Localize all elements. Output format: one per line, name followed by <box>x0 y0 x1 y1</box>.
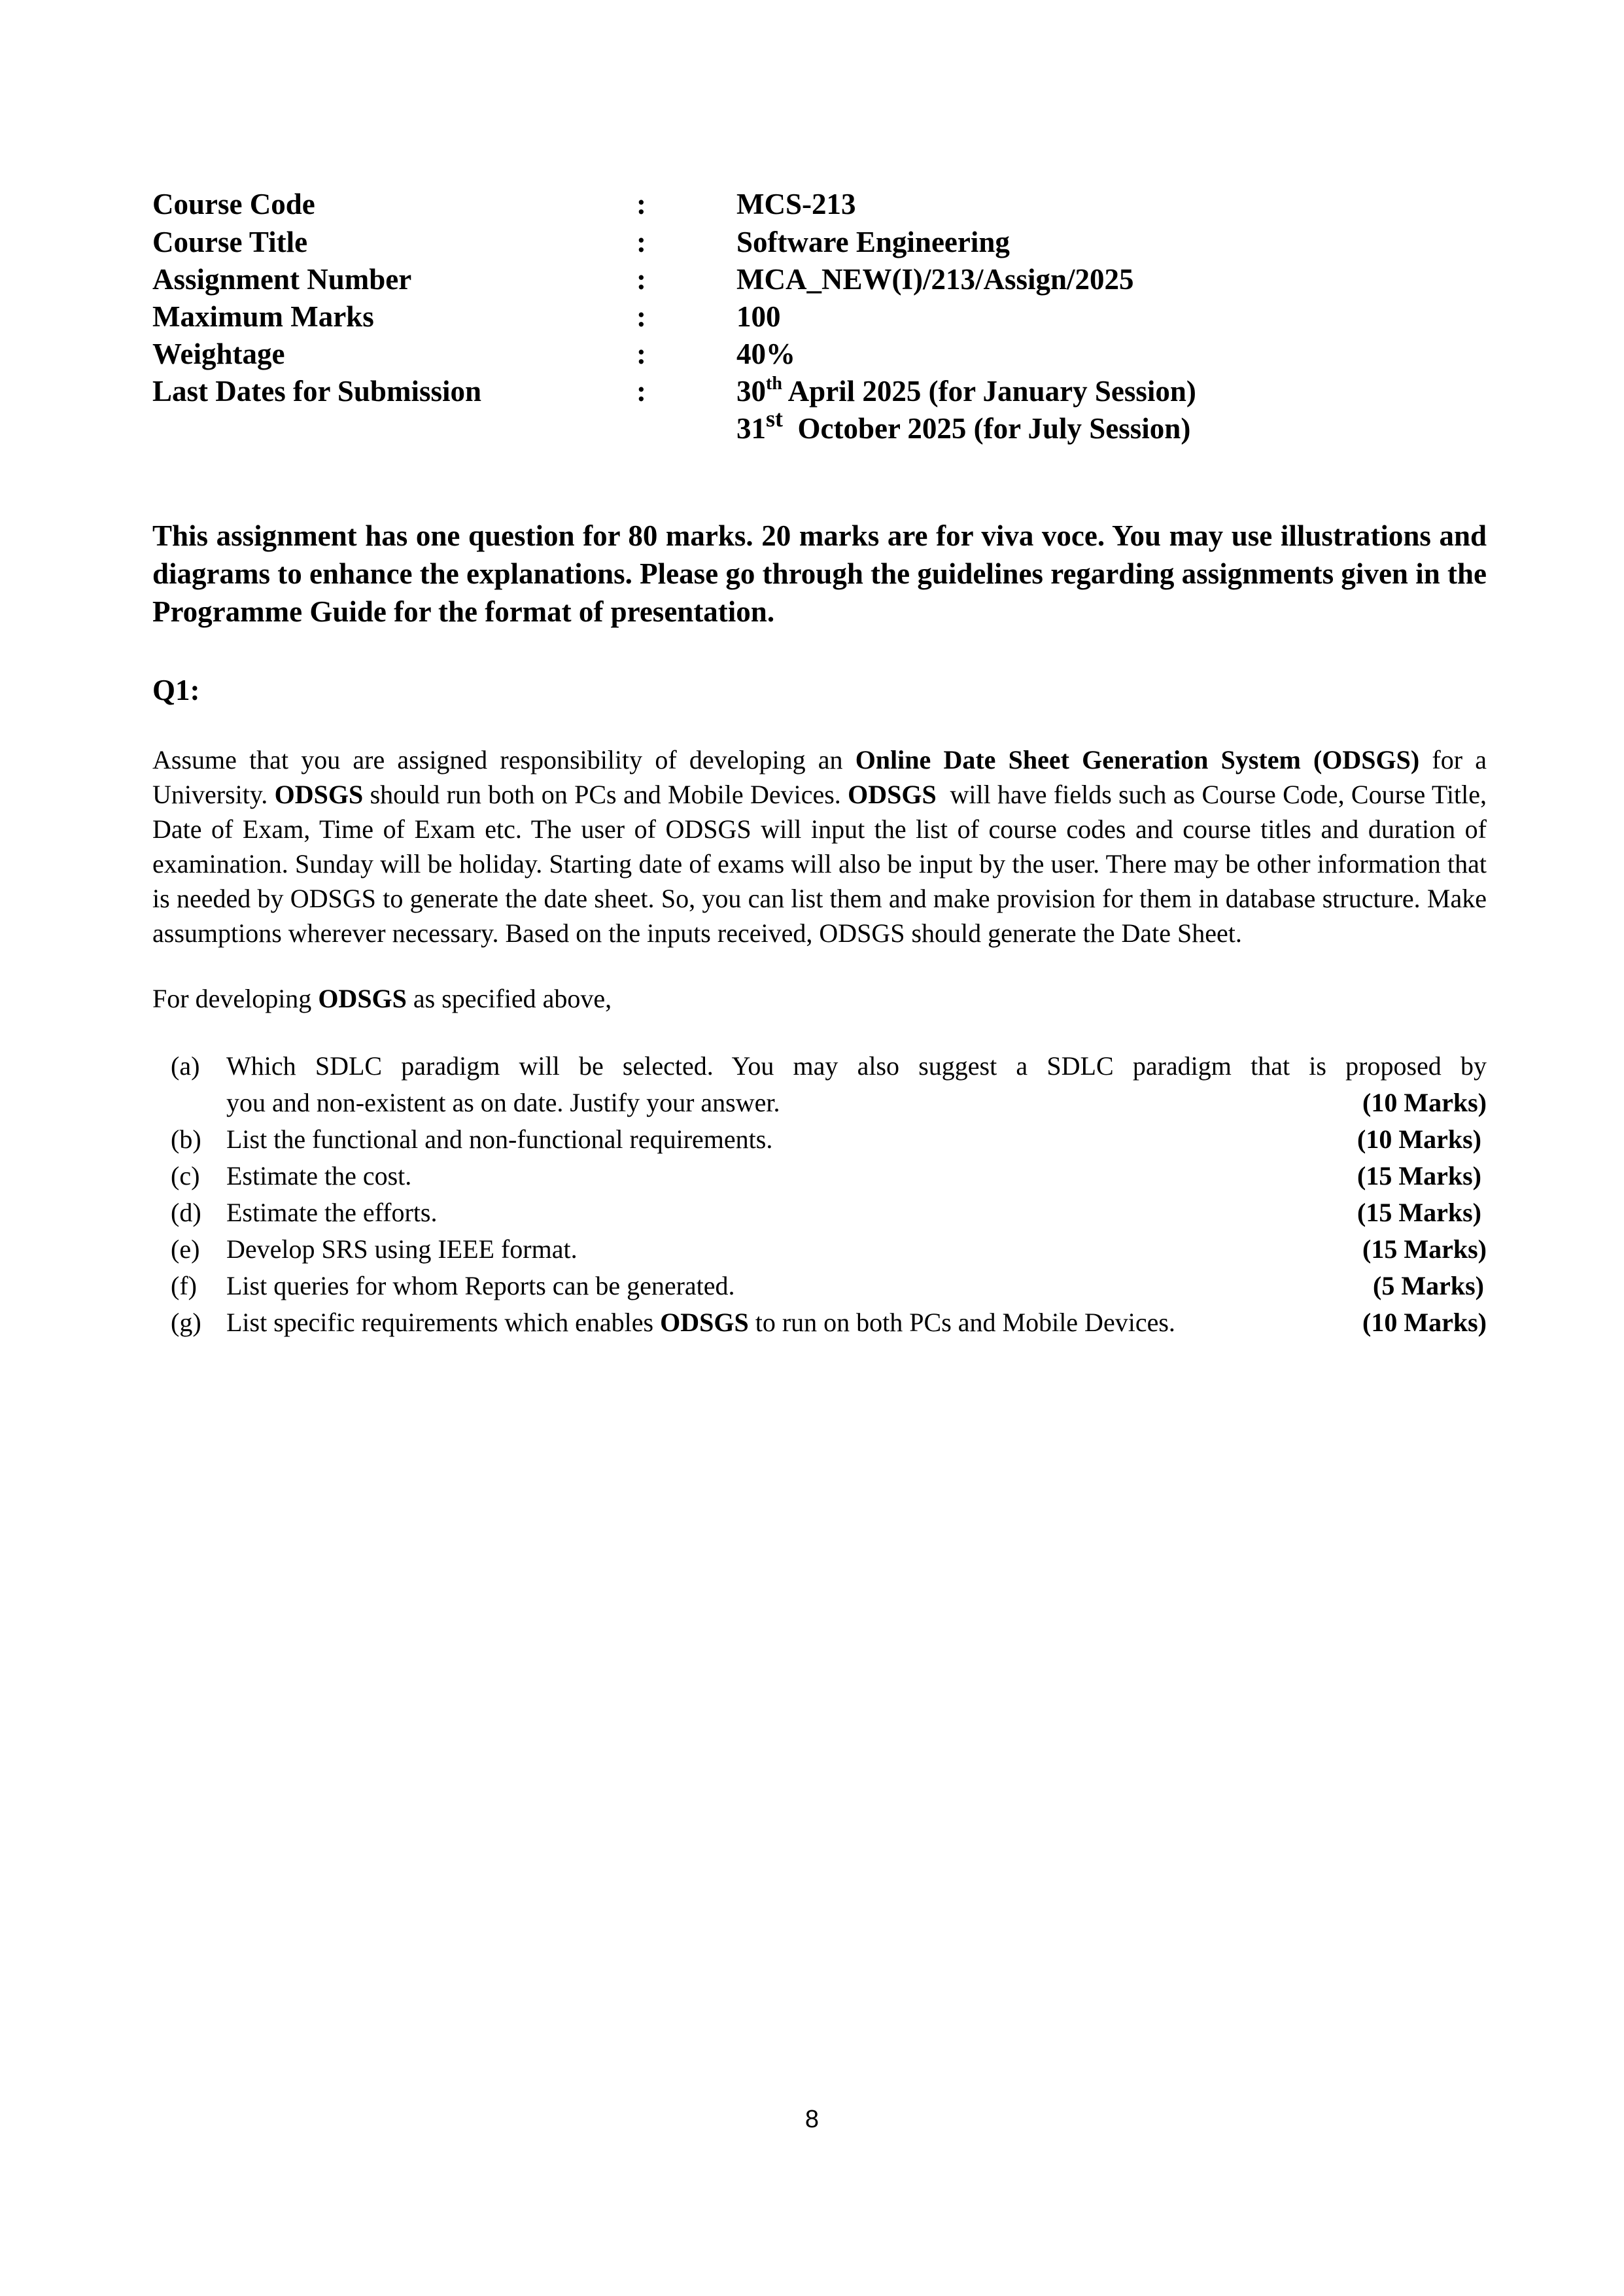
page-number: 8 <box>804 2106 820 2133</box>
part-marks: (15 Marks) <box>1357 1161 1481 1191</box>
info-colon: : <box>636 263 646 296</box>
info-colon: : <box>636 300 646 333</box>
closing-text: as specified above, <box>406 984 612 1013</box>
assignment-intro: This assignment has one question for 80 marks. 20 marks are for viva voce. You may use illustrations and diagrams to enhance the explanations. Please go through the guidelines regarding assignments given in the Programme Guide for the format of presentation. <box>152 519 1487 628</box>
jul-day: 31 <box>736 412 766 445</box>
info-value: MCS-213 <box>736 188 856 220</box>
jul-suffix: st <box>766 406 783 432</box>
part-marks: (15 Marks) <box>1362 1234 1487 1264</box>
question-part-b <box>152 1121 1487 1158</box>
submission-january <box>736 372 1196 410</box>
question-body <box>152 742 1493 950</box>
part-letter: (g) <box>171 1308 201 1337</box>
info-row-course-code <box>152 185 1487 223</box>
part-text: List the functional and non-functional requirements. <box>226 1124 773 1154</box>
question-part-f <box>152 1268 1487 1304</box>
jan-suffix: th <box>766 374 782 394</box>
question-part-c <box>152 1158 1487 1194</box>
question-text: for a University. <box>152 745 1487 809</box>
system-acronym: ODSGS <box>274 780 364 809</box>
system-acronym: ODSGS <box>318 984 407 1013</box>
info-colon: : <box>636 188 646 220</box>
jan-day: 30 <box>736 375 766 408</box>
part-text: Develop SRS using IEEE format. <box>226 1234 578 1264</box>
submission-july <box>736 406 1191 447</box>
question-text: should run both on PCs and Mobile Devices. <box>363 780 848 809</box>
question-text: Assume that you are assigned responsibility of developing an <box>152 745 855 774</box>
part-text: Estimate the efforts. <box>226 1198 438 1227</box>
part-text-continued: you and non-existent as on date. Justify your answer. <box>226 1088 780 1117</box>
part-text: Estimate the cost. <box>226 1161 412 1191</box>
part-text: Which SDLC paradigm will be selected. You may also suggest a SDLC paradigm that is proposed by <box>226 1051 1487 1081</box>
info-value: 100 <box>736 300 781 333</box>
part-marks: (5 Marks) <box>1373 1271 1484 1300</box>
info-row-last-dates <box>152 372 1487 410</box>
part-marks: (10 Marks) <box>1362 1308 1487 1337</box>
info-value: MCA_NEW(I)/213/Assign/2025 <box>736 263 1134 296</box>
info-value: Software Engineering <box>736 226 1010 258</box>
question-text: will have fields such as Course Code, Course Title, Date of Exam, Time of Exam etc. The user of ODSGS will input the list of course codes and course titles and duration of examination. Sunday will be holiday. Starting date of exams will also be input by the user. There may be other information that is needed by ODSGS to generate the date sheet. So, you can list them and make provision for them in database structure. Make assumptions wherever necessary. Based on the inputs received, ODSGS should generate the Date Sheet. <box>152 780 1493 948</box>
part-marks: (10 Marks) <box>1362 1088 1487 1117</box>
part-letter: (b) <box>171 1124 201 1154</box>
question-part-d <box>152 1194 1487 1231</box>
info-label: Weightage <box>152 338 285 370</box>
info-colon: : <box>636 338 646 370</box>
part-text <box>226 1304 1469 1341</box>
part-letter: (d) <box>171 1198 201 1227</box>
info-row-last-dates-july <box>152 406 1487 447</box>
info-colon: : <box>636 375 646 408</box>
part-marks: (10 Marks) <box>1357 1124 1481 1154</box>
part-text-segment: List specific requirements which enables <box>226 1308 661 1337</box>
question-closing <box>152 981 1487 1016</box>
part-letter: (a) <box>171 1051 200 1081</box>
part-text: List queries for whom Reports can be generated. <box>226 1271 735 1300</box>
info-label: Course Title <box>152 226 308 258</box>
info-label: Course Code <box>152 188 315 220</box>
part-marks: (15 Marks) <box>1357 1198 1481 1227</box>
info-label: Maximum Marks <box>152 300 374 333</box>
question-part-g <box>152 1304 1487 1341</box>
part-text-segment: to run on both PCs and Mobile Devices. <box>748 1308 1175 1337</box>
question-label: Q1: <box>152 674 200 706</box>
part-letter: (e) <box>171 1234 200 1264</box>
info-label: Assignment Number <box>152 263 412 296</box>
question-part-a <box>152 1048 1487 1121</box>
jan-rest: April 2025 (for January Session) <box>782 375 1196 408</box>
jul-rest: October 2025 (for July Session) <box>783 412 1191 445</box>
part-letter: (f) <box>171 1271 197 1300</box>
info-row-assignment-number <box>152 260 1487 298</box>
question-part-e <box>152 1231 1487 1268</box>
closing-text: For developing <box>152 984 319 1013</box>
info-row-course-title <box>152 223 1487 261</box>
question-paragraph <box>152 742 1493 950</box>
system-acronym: ODSGS <box>660 1308 749 1337</box>
system-acronym: ODSGS <box>848 780 937 809</box>
info-row-weightage <box>152 335 1487 373</box>
system-name: Online Date Sheet Generation System (ODSGS) <box>855 745 1420 774</box>
info-value: 40% <box>736 338 795 370</box>
part-letter: (c) <box>171 1161 200 1191</box>
info-row-maximum-marks <box>152 298 1487 336</box>
info-label: Last Dates for Submission <box>152 375 481 408</box>
info-colon: : <box>636 226 646 258</box>
